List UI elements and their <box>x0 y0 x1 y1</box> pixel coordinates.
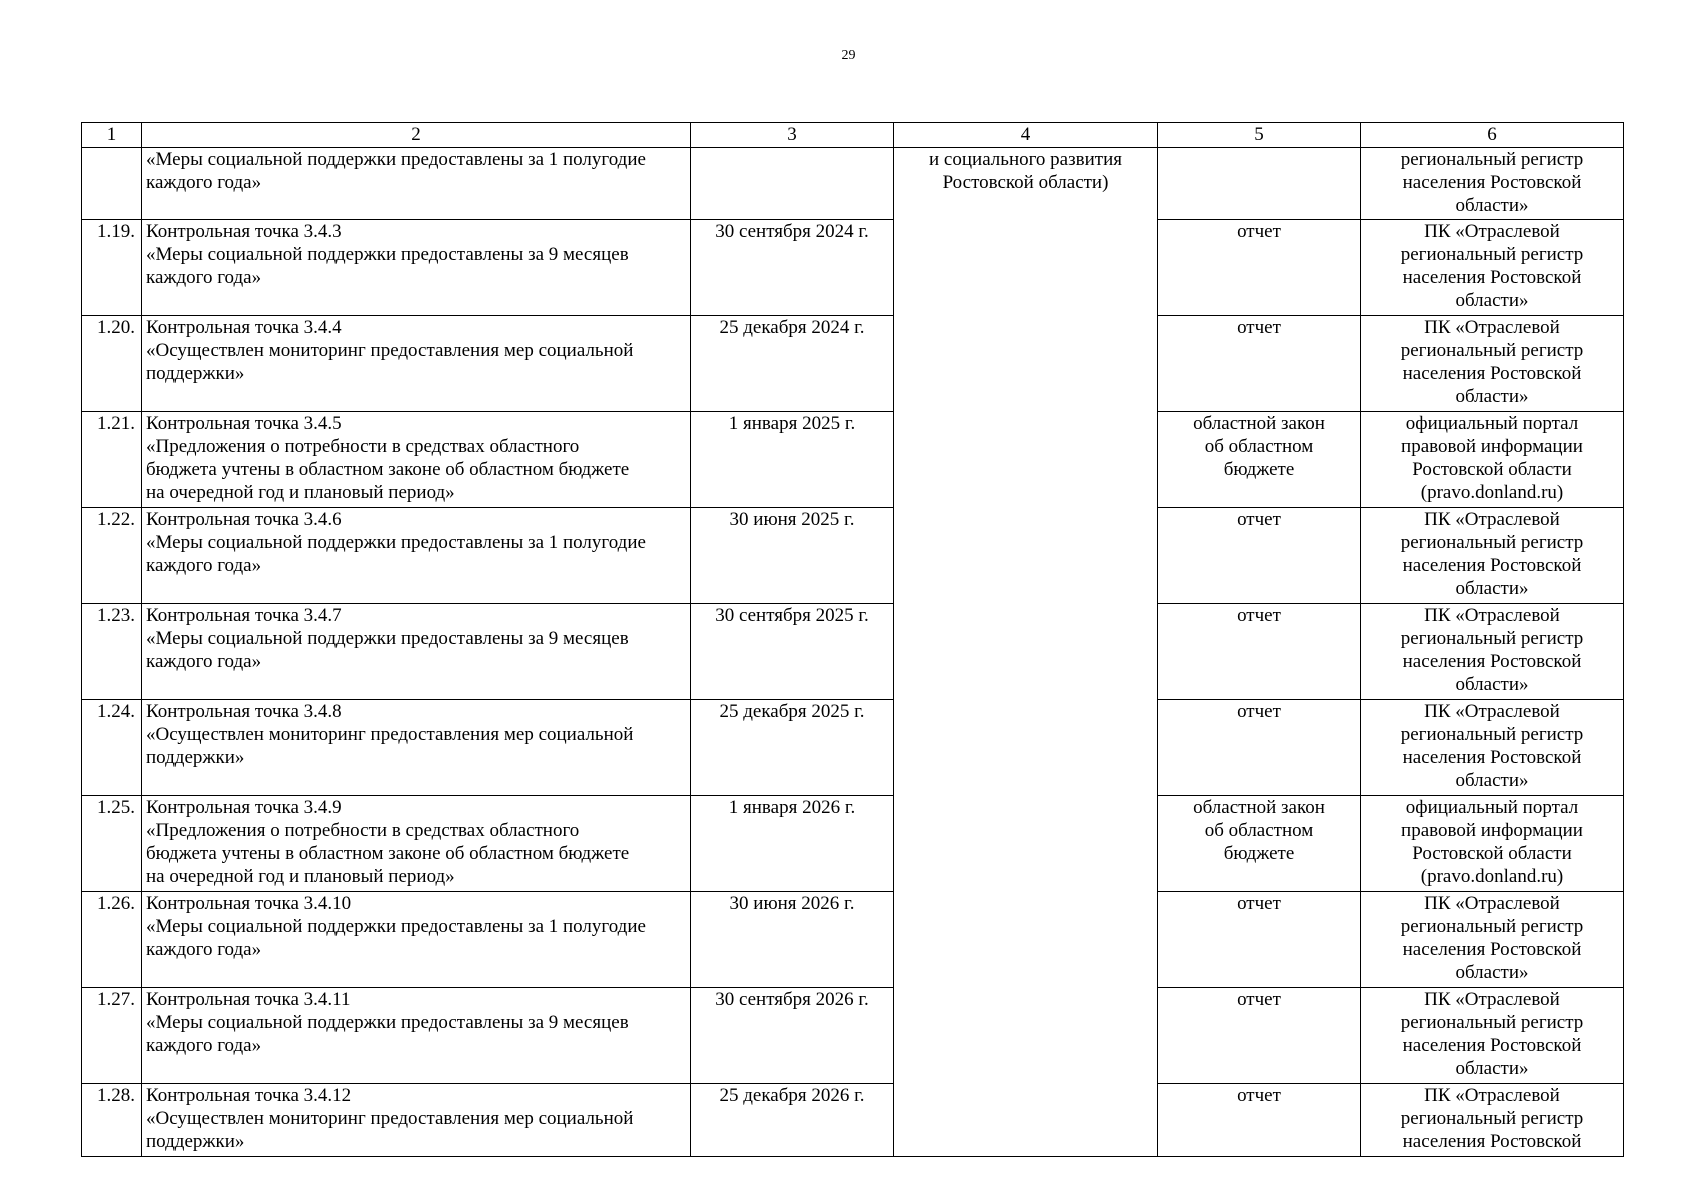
source-line: региональный регистр <box>1400 244 1584 265</box>
table-row <box>82 1084 1624 1157</box>
source-line: области» <box>1455 1058 1529 1079</box>
description-cell <box>142 796 691 892</box>
source-line: населения Ростовской <box>1402 363 1582 384</box>
row-number-cell: 1.26. <box>82 892 142 988</box>
description-cell <box>142 1084 691 1157</box>
source-cell <box>1361 700 1624 796</box>
document-line: отчет <box>1237 1085 1281 1106</box>
description-cell <box>142 700 691 796</box>
document-cell <box>1158 148 1361 220</box>
description-line: каждого года» <box>146 172 262 193</box>
column-header: 4 <box>894 123 1158 148</box>
document-cell <box>1158 508 1361 604</box>
description-cell <box>142 604 691 700</box>
description-cell <box>142 412 691 508</box>
description-line: «Осуществлен мониторинг предоставления мер социальной <box>146 340 634 361</box>
table-row <box>82 508 1624 604</box>
control-point-title: Контрольная точка 3.4.8 <box>146 701 342 722</box>
source-line: области» <box>1455 770 1529 791</box>
source-line: ПК «Отраслевой <box>1424 605 1560 626</box>
source-line: области» <box>1455 290 1529 311</box>
description-line: «Меры социальной поддержки предоставлены за 1 полугодие <box>146 532 646 553</box>
date-cell: 30 сентября 2025 г. <box>691 604 894 700</box>
source-line: Ростовской области <box>1412 459 1572 480</box>
source-line: области» <box>1455 578 1529 599</box>
row-number-cell: 1.21. <box>82 412 142 508</box>
column-header: 6 <box>1361 123 1624 148</box>
document-cell <box>1158 412 1361 508</box>
source-line: региональный регистр <box>1400 1108 1584 1129</box>
description-line: на очередной год и плановый период» <box>146 482 455 503</box>
row-number-cell: 1.22. <box>82 508 142 604</box>
column-header: 5 <box>1158 123 1361 148</box>
source-cell <box>1361 892 1624 988</box>
control-point-title: Контрольная точка 3.4.6 <box>146 509 342 530</box>
source-line: Ростовской области <box>1412 843 1572 864</box>
document-line: отчет <box>1237 221 1281 242</box>
source-line: правовой информации <box>1401 820 1583 841</box>
control-point-title: Контрольная точка 3.4.5 <box>146 413 342 434</box>
source-line: населения Ростовской <box>1402 651 1582 672</box>
document-cell <box>1158 1084 1361 1157</box>
source-cell <box>1361 220 1624 316</box>
source-line: ПК «Отраслевой <box>1424 317 1560 338</box>
description-line: каждого года» <box>146 939 262 960</box>
description-line: каждого года» <box>146 651 262 672</box>
description-line: «Меры социальной поддержки предоставлены за 9 месяцев <box>146 1012 629 1033</box>
row-number-cell: 1.19. <box>82 220 142 316</box>
responsible-line: и социального развития <box>929 149 1122 170</box>
document-line: бюджете <box>1223 843 1295 864</box>
source-line: региональный регистр <box>1400 532 1584 553</box>
source-line: ПК «Отраслевой <box>1424 989 1560 1010</box>
document-cell <box>1158 316 1361 412</box>
date-cell: 25 декабря 2025 г. <box>691 700 894 796</box>
document-cell <box>1158 220 1361 316</box>
document-line: отчет <box>1237 701 1281 722</box>
description-line: «Предложения о потребности в средствах областного <box>146 820 580 841</box>
table-body <box>82 148 1624 1157</box>
description-cell <box>142 892 691 988</box>
source-cell <box>1361 988 1624 1084</box>
page-number: 29 <box>841 48 856 63</box>
document-cell <box>1158 604 1361 700</box>
description-line: поддержки» <box>146 363 245 384</box>
source-line: региональный регистр <box>1400 724 1584 745</box>
description-line: бюджета учтены в областном законе об областном бюджете <box>146 459 630 480</box>
source-cell <box>1361 1084 1624 1157</box>
source-line: ПК «Отраслевой <box>1424 893 1560 914</box>
row-number-cell: 1.25. <box>82 796 142 892</box>
row-number-cell: 1.24. <box>82 700 142 796</box>
source-line: населения Ростовской <box>1402 747 1582 768</box>
document-cell <box>1158 988 1361 1084</box>
column-header: 1 <box>82 123 142 148</box>
row-number-cell: 1.20. <box>82 316 142 412</box>
control-point-title: Контрольная точка 3.4.10 <box>146 893 352 914</box>
date-cell: 25 декабря 2026 г. <box>691 1084 894 1157</box>
description-line: «Меры социальной поддержки предоставлены за 9 месяцев <box>146 244 629 265</box>
table-row <box>82 796 1624 892</box>
control-point-title: Контрольная точка 3.4.3 <box>146 221 342 242</box>
source-line: официальный портал <box>1405 797 1579 818</box>
date-cell: 1 января 2025 г. <box>691 412 894 508</box>
source-line: области» <box>1455 962 1529 983</box>
source-line: населения Ростовской <box>1402 267 1582 288</box>
description-line: «Предложения о потребности в средствах областного <box>146 436 580 457</box>
responsible-line: Ростовской области) <box>942 172 1109 193</box>
description-line: каждого года» <box>146 1035 262 1056</box>
source-line: региональный регистр <box>1400 1012 1584 1033</box>
date-cell: 30 сентября 2024 г. <box>691 220 894 316</box>
source-line: региональный регистр <box>1400 149 1584 170</box>
table-row <box>82 892 1624 988</box>
document-line: бюджете <box>1223 459 1295 480</box>
document-line: отчет <box>1237 989 1281 1010</box>
row-number-cell: 1.23. <box>82 604 142 700</box>
description-line: каждого года» <box>146 555 262 576</box>
table-row <box>82 700 1624 796</box>
source-line: области» <box>1455 386 1529 407</box>
source-cell <box>1361 796 1624 892</box>
source-line: официальный портал <box>1405 413 1579 434</box>
source-cell <box>1361 412 1624 508</box>
document-line: отчет <box>1237 605 1281 626</box>
source-line: населения Ростовской <box>1402 555 1582 576</box>
source-line: региональный регистр <box>1400 628 1584 649</box>
control-point-title: Контрольная точка 3.4.4 <box>146 317 342 338</box>
document-line: отчет <box>1237 509 1281 530</box>
source-cell <box>1361 508 1624 604</box>
table-row <box>82 316 1624 412</box>
control-points-table <box>81 122 1624 1157</box>
description-cell <box>142 988 691 1084</box>
source-cell <box>1361 604 1624 700</box>
description-line: каждого года» <box>146 267 262 288</box>
source-line: ПК «Отраслевой <box>1424 509 1560 530</box>
description-cell <box>142 508 691 604</box>
description-line: поддержки» <box>146 1131 245 1152</box>
source-cell <box>1361 316 1624 412</box>
document-line: об областном <box>1204 820 1314 841</box>
document-cell <box>1158 892 1361 988</box>
row-number-cell: 1.27. <box>82 988 142 1084</box>
document-line: областной закон <box>1193 797 1325 818</box>
document-line: отчет <box>1237 893 1281 914</box>
row-number-cell <box>82 148 142 220</box>
date-cell: 1 января 2026 г. <box>691 796 894 892</box>
column-header: 3 <box>691 123 894 148</box>
date-cell <box>691 148 894 220</box>
source-line: (pravo.donland.ru) <box>1420 866 1564 887</box>
description-line: «Меры социальной поддержки предоставлены за 1 полугодие <box>146 149 646 170</box>
description-cell <box>142 220 691 316</box>
document-cell <box>1158 796 1361 892</box>
date-cell: 30 июня 2025 г. <box>691 508 894 604</box>
row-number-cell: 1.28. <box>82 1084 142 1157</box>
source-line: ПК «Отраслевой <box>1424 1085 1560 1106</box>
source-line: региональный регистр <box>1400 916 1584 937</box>
source-line: правовой информации <box>1401 436 1583 457</box>
date-cell: 30 июня 2026 г. <box>691 892 894 988</box>
source-line: ПК «Отраслевой <box>1424 701 1560 722</box>
source-line: населения Ростовской <box>1402 1131 1582 1152</box>
description-line: бюджета учтены в областном законе об областном бюджете <box>146 843 630 864</box>
document-line: отчет <box>1237 317 1281 338</box>
control-point-title: Контрольная точка 3.4.9 <box>146 797 342 818</box>
source-line: региональный регистр <box>1400 340 1584 361</box>
description-line: «Осуществлен мониторинг предоставления мер социальной <box>146 724 634 745</box>
source-line: области» <box>1455 195 1529 216</box>
table-header-row <box>82 123 1624 148</box>
document-cell <box>1158 700 1361 796</box>
document-line: областной закон <box>1193 413 1325 434</box>
source-line: населения Ростовской <box>1402 1035 1582 1056</box>
document-line: об областном <box>1204 436 1314 457</box>
description-line: на очередной год и плановый период» <box>146 866 455 887</box>
source-line: населения Ростовской <box>1402 939 1582 960</box>
description-line: «Осуществлен мониторинг предоставления мер социальной <box>146 1108 634 1129</box>
table-row <box>82 604 1624 700</box>
control-point-title: Контрольная точка 3.4.12 <box>146 1085 352 1106</box>
description-line: «Меры социальной поддержки предоставлены за 9 месяцев <box>146 628 629 649</box>
date-cell: 30 сентября 2026 г. <box>691 988 894 1084</box>
control-point-title: Контрольная точка 3.4.7 <box>146 605 342 626</box>
source-cell <box>1361 148 1624 220</box>
source-line: области» <box>1455 674 1529 695</box>
column-header: 2 <box>142 123 691 148</box>
table-row <box>82 220 1624 316</box>
table-row <box>82 412 1624 508</box>
responsible-cell <box>894 148 1158 1157</box>
source-line: ПК «Отраслевой <box>1424 221 1560 242</box>
source-line: населения Ростовской <box>1402 172 1582 193</box>
description-line: «Меры социальной поддержки предоставлены за 1 полугодие <box>146 916 646 937</box>
description-cell <box>142 148 691 220</box>
table-row <box>82 988 1624 1084</box>
date-cell: 25 декабря 2024 г. <box>691 316 894 412</box>
description-cell <box>142 316 691 412</box>
source-line: (pravo.donland.ru) <box>1420 482 1564 503</box>
continued-row <box>82 148 1624 220</box>
control-point-title: Контрольная точка 3.4.11 <box>146 989 351 1010</box>
description-line: поддержки» <box>146 747 245 768</box>
